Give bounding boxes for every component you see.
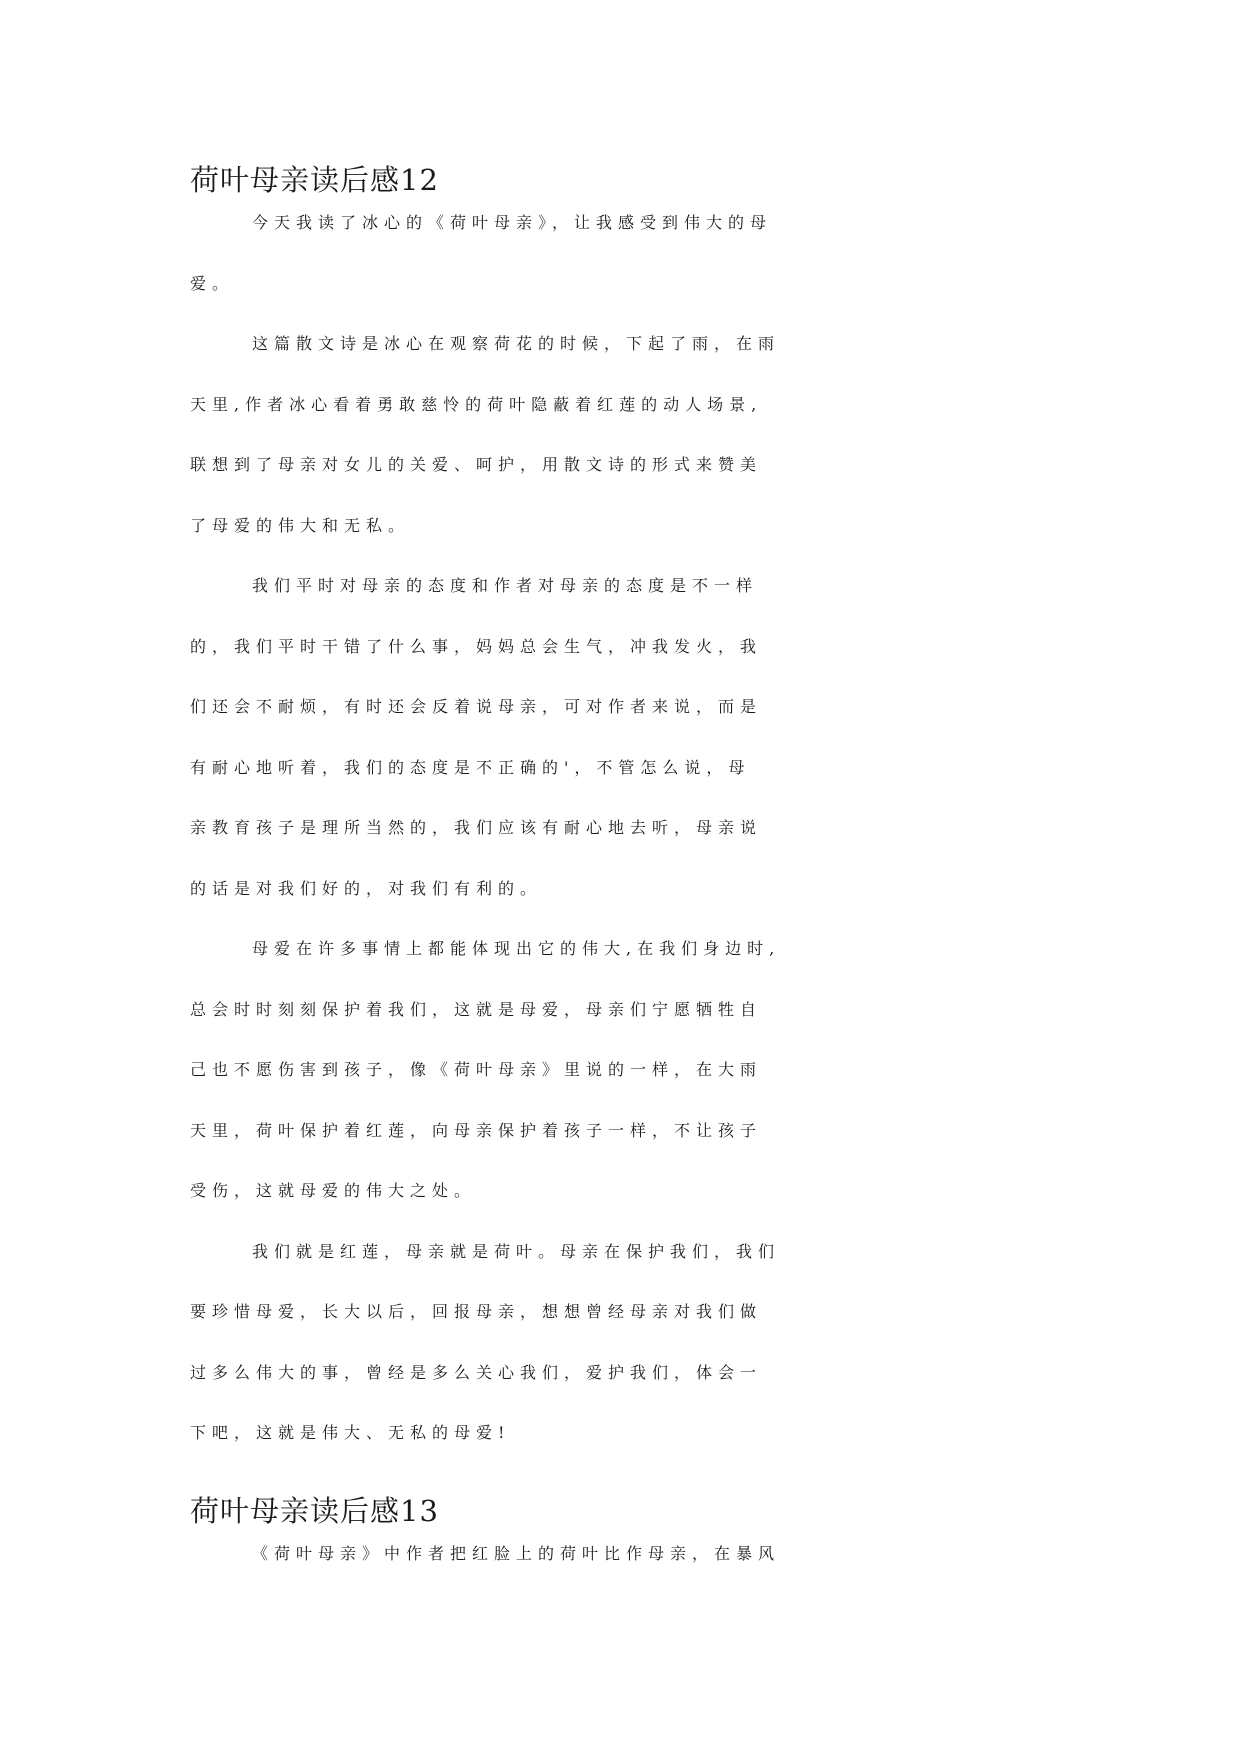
- text-line: 爱。: [190, 273, 235, 293]
- text-line: 们还会不耐烦，有时还会反着说母亲，可对作者来说，而是: [190, 697, 763, 716]
- text-line: 我们就是红莲，母亲就是荷叶。母亲在保护我们，我们: [252, 1241, 781, 1261]
- text-line: 天里，荷叶保护着红莲，向母亲保护着孩子一样，不让孩子: [190, 1120, 763, 1140]
- text-line: 总会时时刻刻保护着我们，这就是母爱，母亲们宁愿牺牲自: [190, 999, 763, 1019]
- document-page: [190, 150, 1052, 1601]
- text-line: 我们平时对母亲的态度和作者对母亲的态度是不一样: [252, 576, 759, 595]
- text-line: 天里,作者冰心看着勇敢慈怜的荷叶隐蔽着红莲的动人场景,: [190, 394, 763, 414]
- section-heading: 荷叶母亲读后感13: [190, 1493, 439, 1528]
- text-line: 联想到了母亲对女儿的关爱、呵护，用散文诗的形式来赞美: [190, 455, 763, 474]
- text-line: 己也不愿伤害到孩子，像《荷叶母亲》里说的一样，在大雨: [190, 1060, 763, 1079]
- paragraph: [190, 331, 1052, 573]
- text-line: 过多么伟大的事，曾经是多么关心我们，爱护我们，体会一: [190, 1362, 763, 1382]
- text-line: 亲教育孩子是理所当然的，我们应该有耐心地去听，母亲说: [190, 818, 763, 837]
- text-line: 《荷叶母亲》中作者把红脸上的荷叶比作母亲，在暴风: [252, 1543, 781, 1563]
- text-line: 今天我读了冰心的《荷叶母亲》，让我感受到伟大的母: [252, 213, 773, 232]
- paragraph: [190, 573, 1052, 936]
- text-line: 有耐心地听着，我们的态度是不正确的'，不管怎么说，母: [190, 757, 751, 777]
- text-line: 了母爱的伟大和无私。: [190, 515, 411, 535]
- text-line: 母爱在许多事情上都能体现出它的伟大,在我们身边时,: [252, 939, 781, 958]
- paragraph: [190, 1239, 1052, 1481]
- text-line: 下吧，这就是伟大、无私的母爱!: [190, 1423, 511, 1442]
- text-line: 的，我们平时干错了什么事，妈妈总会生气，冲我发火，我: [190, 636, 763, 656]
- text-line: 要珍惜母爱，长大以后，回报母亲，想想曾经母亲对我们做: [190, 1302, 763, 1321]
- section-heading: 荷叶母亲读后感12: [190, 163, 439, 197]
- text-line: 这篇散文诗是冰心在观察荷花的时候，下起了雨，在雨: [252, 334, 781, 353]
- text-line: 受伤，这就母爱的伟大之处。: [190, 1181, 477, 1200]
- paragraph: [190, 210, 1052, 331]
- paragraph: [190, 1541, 1052, 1602]
- paragraph: [190, 936, 1052, 1239]
- text-line: 的话是对我们好的，对我们有利的。: [190, 878, 543, 898]
